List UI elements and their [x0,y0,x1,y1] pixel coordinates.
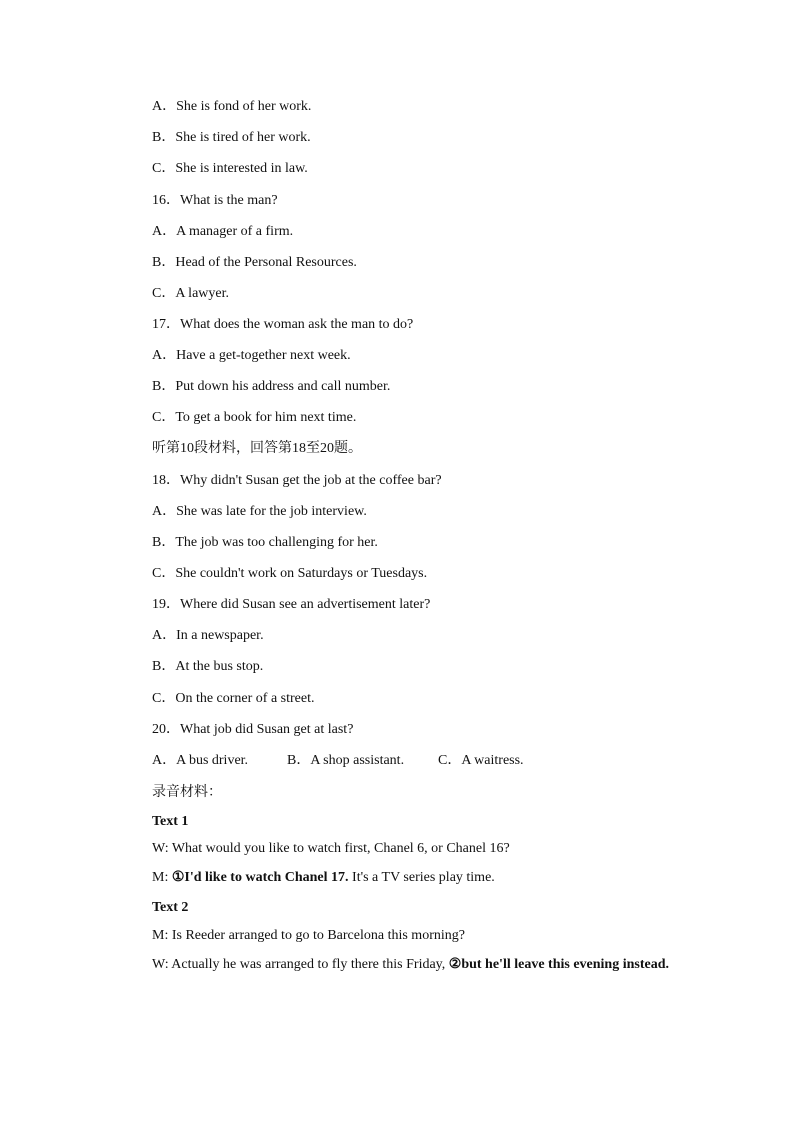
q20-question: 20．What job did Susan get at last? [152,722,354,737]
q17-option-b: B．Put down his address and call number. [152,379,391,394]
text2-m-line: M: Is Reeder arranged to go to Barcelona this morning? [152,928,465,943]
q20-option-b: B．A shop assistant. [287,753,405,768]
q18-question: 18．Why didn't Susan get the job at the coffee bar? [152,473,442,488]
section-instruction: 听第10段材料，回答第18至20题。 [152,441,362,456]
q16-option-a: A．A manager of a firm. [152,224,294,239]
q16-option-b: B．Head of the Personal Resources. [152,255,357,270]
q18-option-c: C．She couldn't work on Saturdays or Tuesdays. [152,566,428,581]
q17-question: 17．What does the woman ask the man to do? [152,317,414,332]
transcript-heading: 录音材料： [152,785,222,800]
q18-option-b: B．The job was too challenging for her. [152,535,378,550]
q16-question: 16．What is the man? [152,193,278,208]
text1-m-answer: ①I'd like to watch Chanel 17. [171,870,349,885]
q19-option-c: C．On the corner of a street. [152,691,315,706]
q20-options [152,752,524,770]
text2-w-answer: ②but he'll leave this evening instead. [448,957,669,972]
text1-title: Text 1 [152,814,189,829]
q19-option-b: B．At the bus stop. [152,659,264,674]
q15-option-c: C．She is interested in law. [152,161,308,176]
text1-w-line: W: What would you like to watch first, Chanel 6, or Chanel 16? [152,841,510,856]
q20-option-a: A．A bus driver. [152,753,249,768]
text1-m-rest: It's a TV series play time. [348,870,495,885]
text2-title: Text 2 [152,900,189,915]
q15-option-b: B．She is tired of her work. [152,130,311,145]
q18-option-a: A．She was late for the job interview. [152,504,367,519]
q17-option-a: A．Have a get-together next week. [152,348,351,363]
q15-option-a: A．She is fond of her work. [152,99,312,114]
q19-option-a: A．In a newspaper. [152,628,264,643]
q17-option-c: C．To get a book for him next time. [152,410,357,425]
text2-w-paragraph [120,950,673,979]
text2-w-prefix: W: Actually he was arranged to fly there this Friday, [152,957,449,972]
q19-question: 19．Where did Susan see an advertisement later? [152,597,431,612]
q20-option-c: C．A waitress. [438,753,524,768]
text1-m-line [152,869,495,887]
text1-m-prefix: M: [152,870,172,885]
q16-option-c: C．A lawyer. [152,286,229,301]
